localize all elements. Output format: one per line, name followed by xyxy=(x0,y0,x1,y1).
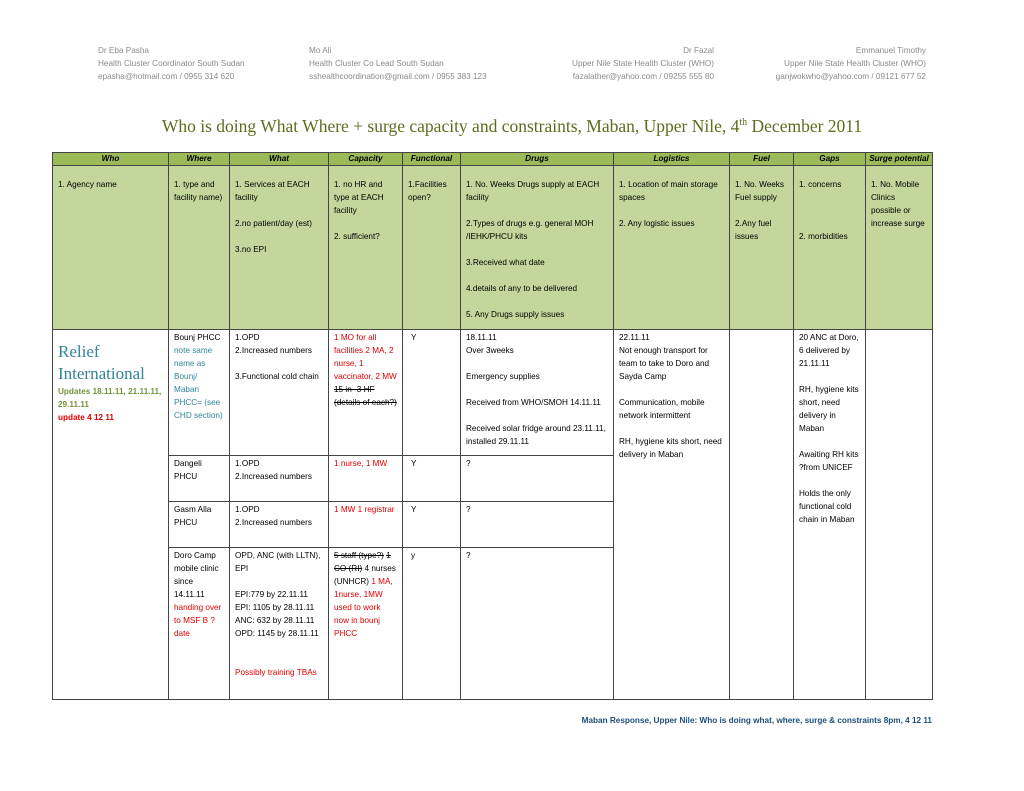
gaps-item: Awaiting RH kits ?from UNICEF xyxy=(799,450,859,472)
capacity-struck: 1 CO (RI) xyxy=(334,551,391,573)
cell-functional: Y xyxy=(403,456,461,502)
col-fuel: Fuel xyxy=(730,153,794,166)
logistics-item: Not enough transport for team to take to Doro and Sayda Camp xyxy=(619,346,710,381)
gaps-item: RH, hygiene kits short, need delivery in Maban xyxy=(799,385,859,433)
cell-capacity: 1 MW 1 registrar xyxy=(329,502,403,548)
cell-functional: y xyxy=(403,548,461,700)
what-item: ANC: 632 by 28.11.11 xyxy=(235,616,315,625)
contact-role: Upper Nile State Health Cluster (WHO) xyxy=(572,59,714,68)
contacts-header xyxy=(52,44,932,86)
col-drugs: Drugs xyxy=(461,153,614,166)
cell-where: Dangeli PHCU xyxy=(169,456,230,502)
gaps-desc-2: 2. morbidities xyxy=(799,232,848,241)
drugs-item: Received from WHO/SMOH 14.11.11 xyxy=(466,398,601,407)
cell-who-desc: 1. Agency name xyxy=(53,166,169,330)
contact-block xyxy=(98,44,245,83)
capacity-struck: 15 in -3 HF (details of each?) xyxy=(334,385,397,407)
capacity-desc-2: 2. sufficient? xyxy=(334,232,380,241)
what-desc-2: 2.no patient/day (est) xyxy=(235,219,312,228)
what-item: 1.OPD xyxy=(235,505,260,514)
cell-logistics-desc xyxy=(614,166,730,330)
gaps-item: 20 ANC at Doro, 6 delivered by 21.11.11 xyxy=(799,333,859,368)
cell-drugs: ? xyxy=(461,548,614,700)
drugs-desc-2: 2.Types of drugs e.g. general MOH /IEHK/PHCU kits xyxy=(466,219,594,241)
capacity-staff: 1 MO for all facilities 2 MA, 2 nurse, 1 vaccinator, 2 MW xyxy=(334,333,397,381)
cell-fuel xyxy=(730,330,794,700)
cell-gaps-desc xyxy=(794,166,866,330)
cell-capacity-desc xyxy=(329,166,403,330)
col-who: Who xyxy=(53,153,169,166)
cell-where xyxy=(169,330,230,456)
what-item: 2.Increased numbers xyxy=(235,472,312,481)
contact-info: sshealthcoordination@gmail.com / 0955 383 123 xyxy=(309,72,487,81)
description-row xyxy=(53,166,933,330)
drugs-desc-4: 4.details of any to be delivered xyxy=(466,284,578,293)
drugs-item: Over 3weeks xyxy=(466,346,514,355)
cell-functional-desc: 1.Facilities open? xyxy=(403,166,461,330)
col-functional: Functional xyxy=(403,153,461,166)
what-desc-3: 3.no EPI xyxy=(235,245,267,254)
contact-info: epasha@hotmail.com / 0955 314 620 xyxy=(98,72,235,81)
col-what: What xyxy=(230,153,329,166)
logistics-item: 22.11.11 xyxy=(619,333,650,342)
cell-drugs xyxy=(461,330,614,456)
capacity-desc-1: 1. no HR and type at EACH facility xyxy=(334,180,384,215)
cell-what xyxy=(230,502,329,548)
table-row xyxy=(53,330,933,456)
contact-name: Mo Ali xyxy=(309,46,332,55)
col-logistics: Logistics xyxy=(614,153,730,166)
title-main: Who is doing What Where + surge capacity and constraints, Maban, Upper Nile, 4 xyxy=(161,116,740,136)
cell-where: Gasm Alla PHCU xyxy=(169,502,230,548)
cell-gaps xyxy=(794,330,866,700)
what-item: 1.OPD xyxy=(235,459,260,468)
drugs-desc-3: 3.Received what date xyxy=(466,258,545,267)
what-item: 2.Increased numbers xyxy=(235,518,312,527)
column-header-row xyxy=(53,153,933,166)
what-note: Possibly training TBAs xyxy=(235,668,317,677)
col-surge: Surge potential xyxy=(866,153,933,166)
cell-fuel-desc xyxy=(730,166,794,330)
agency-update-latest: update 4 12 11 xyxy=(58,413,114,422)
facility-name: Doro Camp mobile clinic since 14.11.11 xyxy=(174,551,219,599)
logistics-desc-1: 1. Location of main storage spaces xyxy=(619,180,718,202)
drugs-item: Received solar fridge around 23.11.11, installed 29.11.11 xyxy=(466,424,606,446)
facility-note: note same name as Bounj/ Maban PHCC= (see CHD section) xyxy=(174,346,223,420)
title-sup: th xyxy=(739,117,748,129)
capacity-staff-red: 1 MA, 1nurse, 1MW used to work now in bounj PHCC xyxy=(334,577,393,638)
fuel-desc-2: 2.Any fuel issues xyxy=(735,219,772,241)
gaps-item: Holds the only functional cold chain in Maban xyxy=(799,489,855,524)
capacity-struck: 5 staff (type?) xyxy=(334,551,384,560)
cell-what-desc xyxy=(230,166,329,330)
cell-surge xyxy=(866,330,933,700)
cell-what xyxy=(230,548,329,700)
contact-name: Dr Fazal xyxy=(683,46,714,55)
fuel-desc-1: 1. No. Weeks Fuel supply xyxy=(735,180,784,202)
cell-surge-desc: 1. No. Mobile Clinics possible or increase surge xyxy=(866,166,933,330)
logistics-desc-2: 2. Any logistic issues xyxy=(619,219,695,228)
who-what-where-table xyxy=(52,152,933,700)
col-gaps: Gaps xyxy=(794,153,866,166)
what-desc-1: 1. Services at EACH facility xyxy=(235,180,310,202)
agency-name: Relief International xyxy=(58,342,145,383)
contact-name: Emmanuel Timothy xyxy=(855,46,926,55)
contact-info: fazalather@yahoo.com / 09255 555 80 xyxy=(572,72,714,81)
cell-drugs-desc xyxy=(461,166,614,330)
what-item: 1.OPD xyxy=(235,333,260,342)
page-title xyxy=(0,116,1024,137)
cell-capacity xyxy=(329,548,403,700)
cell-functional: Y xyxy=(403,330,461,456)
cell-capacity: 1 nurse, 1 MW xyxy=(329,456,403,502)
capacity-staff: 4 nurses (UNHCR) xyxy=(334,564,396,586)
contact-role: Upper Nile State Health Cluster (WHO) xyxy=(784,59,926,68)
what-item: EPI: 1105 by 28.11.11 xyxy=(235,603,315,612)
logistics-item: Communication, mobile network intermittent xyxy=(619,398,705,420)
contact-role: Health Cluster Co Lead South Sudan xyxy=(309,59,444,68)
what-item: EPI:779 by 22.11.11 xyxy=(235,590,308,599)
drugs-item: 18.11.11 xyxy=(466,333,497,342)
logistics-item: RH, hygiene kits short, need delivery in Maban xyxy=(619,437,722,459)
facility-name: Bounj PHCC xyxy=(174,333,221,342)
facility-note: handing over to MSF B ?date xyxy=(174,603,222,638)
cell-logistics xyxy=(614,330,730,700)
cell-drugs: ? xyxy=(461,456,614,502)
contact-info: ganjwokwho@yahoo.com / 09121 677 52 xyxy=(775,72,926,81)
cell-agency xyxy=(53,330,169,700)
cell-what xyxy=(230,330,329,456)
cell-drugs: ? xyxy=(461,502,614,548)
what-item: OPD, ANC (with LLTN), EPI xyxy=(235,551,321,573)
cell-functional: Y xyxy=(403,502,461,548)
contact-block xyxy=(776,44,926,83)
title-end: December 2011 xyxy=(747,116,863,136)
drugs-item: Emergency supplies xyxy=(466,372,540,381)
what-item: OPD: 1145 by 28.11.11 xyxy=(235,629,319,638)
what-item: 2.Increased numbers xyxy=(235,346,312,355)
drugs-desc-1: 1. No. Weeks Drugs supply at EACH facility xyxy=(466,180,600,202)
contact-name: Dr Eba Pasha xyxy=(98,46,149,55)
cell-where-desc: 1. type and facility name) xyxy=(169,166,230,330)
footer-note: Maban Response, Upper Nile: Who is doing what, where, surge & constraints 8pm, 4 12 11 xyxy=(581,716,932,725)
col-where: Where xyxy=(169,153,230,166)
contact-role: Health Cluster Coordinator South Sudan xyxy=(98,59,245,68)
cell-where xyxy=(169,548,230,700)
cell-what xyxy=(230,456,329,502)
gaps-desc-1: 1. concerns xyxy=(799,180,842,189)
col-capacity: Capacity xyxy=(329,153,403,166)
drugs-desc-5: 5. Any Drugs supply issues xyxy=(466,310,565,319)
cell-capacity xyxy=(329,330,403,456)
what-item: 3.Functional cold chain xyxy=(235,372,319,381)
contact-block xyxy=(572,44,714,83)
contact-block xyxy=(309,44,487,83)
agency-updates: Updates 18.11.11, 21.11.11, 29.11.11 xyxy=(58,387,162,409)
